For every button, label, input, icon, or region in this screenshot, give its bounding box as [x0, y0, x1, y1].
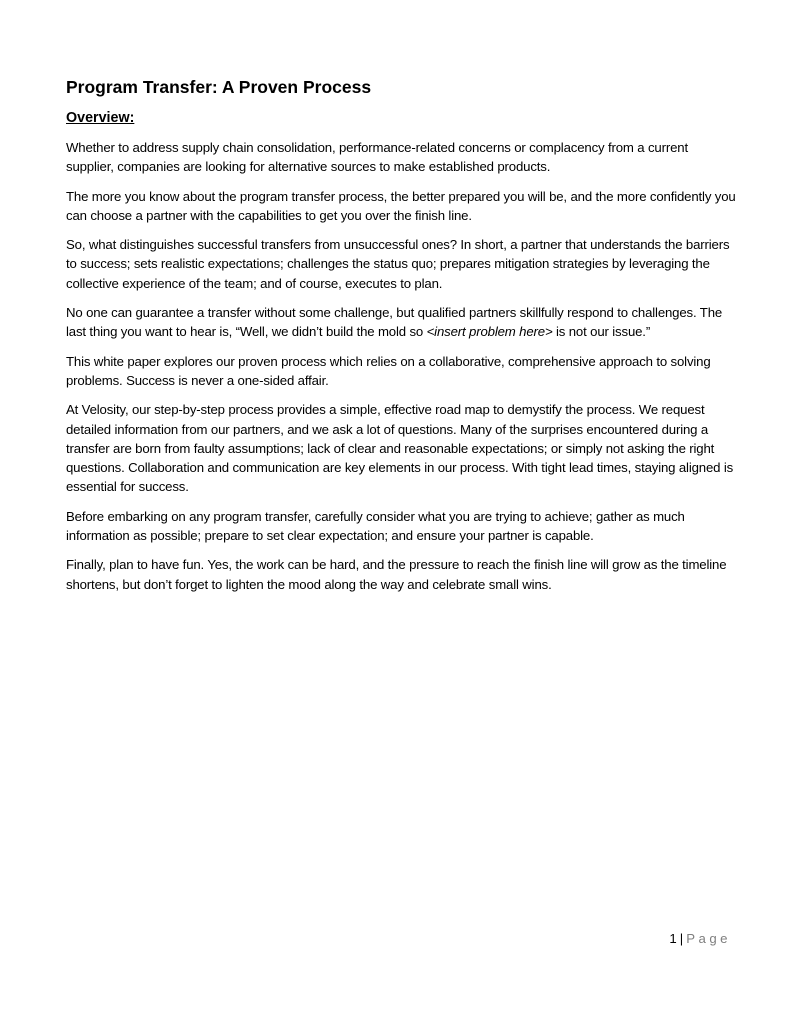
paragraph-2: The more you know about the program transfer process, the better prepared you will be, and the more confidently you can choose a partner with the capabilities to get you over the finish line.: [66, 188, 736, 223]
page-footer: [669, 929, 731, 948]
paragraph-5: This white paper explores our proven process which relies on a collaborative, comprehensive approach to solving problems. Success is never a one-sided affair.: [66, 353, 711, 388]
page-separator: |: [679, 931, 684, 946]
paragraph-3: So, what distinguishes successful transfers from unsuccessful ones? In short, a partner that understands the barriers to success; sets realistic expectations; challenges the status quo; prepares mitigation strategies by leveraging the collective experience of the team; and of course, executes to plan.: [66, 237, 730, 291]
paragraph-1: Whether to address supply chain consolidation, performance-related concerns or complacency from a current supplier, companies are looking for alternative sources to make established products.: [66, 140, 688, 175]
overview-heading: Overview:: [66, 110, 135, 126]
document-body: [66, 76, 736, 604]
paragraph-4-italic-placeholder: <insert problem here>: [426, 324, 553, 340]
document-title: Program Transfer: A Proven Process: [66, 77, 372, 97]
paragraph-6: At Velosity, our step-by-step process provides a simple, effective road map to demystify the process. We request detailed information from our partners, and we ask a lot of questions. Many of the surprises encountered during a transfer are born from faulty assumptions; lack of clear and reasonable expectations; or simply not asking the right questions. Collaboration and communication are key elements in our process. With tight lead times, staying aligned is essential for success.: [66, 402, 734, 495]
paragraph-4: [66, 303, 736, 342]
page-number: 1: [669, 931, 677, 946]
paragraph-4-text-start: No one can guarantee a transfer without some challenge, but qualified partners skillfully respond to challenges. The last thing you want to hear is, “Well, we didn’t build the mold so: [66, 305, 723, 340]
page-label: Page: [686, 931, 731, 946]
paragraph-4-text-end: is not our issue.”: [552, 324, 651, 340]
paragraph-8: Finally, plan to have fun. Yes, the work can be hard, and the pressure to reach the finish line will grow as the timeline shortens, but don’t forget to lighten the mood along the way and celebrate small wins.: [66, 557, 727, 592]
paragraph-7: Before embarking on any program transfer, carefully consider what you are trying to achieve; gather as much information as possible; prepare to set clear expectation; and ensure your partner is capable.: [66, 508, 685, 544]
